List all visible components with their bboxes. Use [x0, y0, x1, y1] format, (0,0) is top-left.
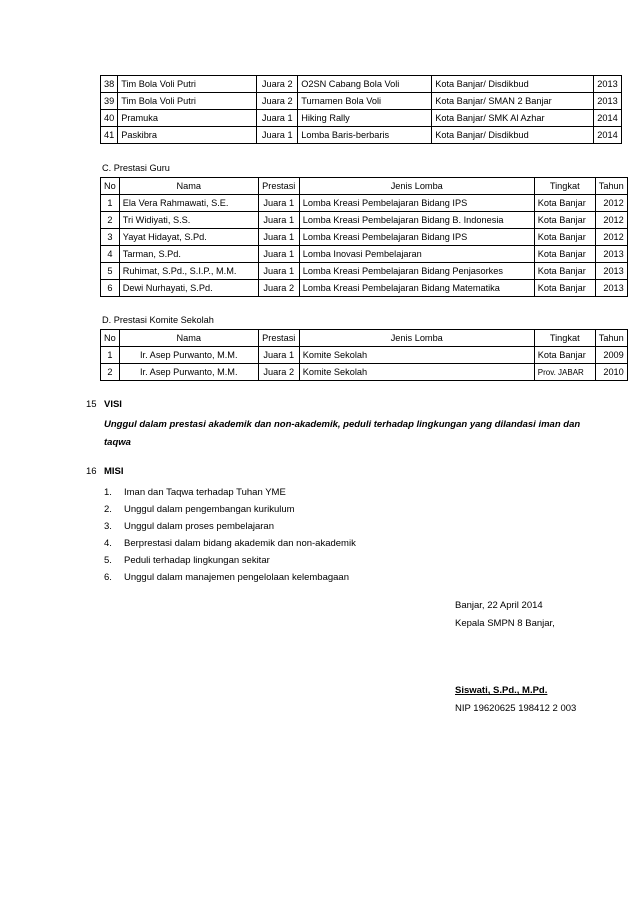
table-row: 4 Tarman, S.Pd. Juara 1 Lomba Inovasi Pembelajaran Kota Banjar 2013 — [101, 246, 628, 263]
table-row: 40 Pramuka Juara 1 Hiking Rally Kota Banjar/ SMK Al Azhar 2014 — [101, 110, 622, 127]
list-item: 1. Iman dan Taqwa terhadap Tuhan YME — [104, 487, 286, 498]
table-prestasi-komite — [100, 329, 628, 381]
misi-list — [104, 484, 356, 586]
misi-title: MISI — [104, 466, 124, 477]
list-item: 6. Unggul dalam manajemen pengelolaan kelembagaan — [104, 572, 349, 583]
list-item: 4. Berprestasi dalam bidang akademik dan non-akademik — [104, 538, 356, 549]
signature-nip: NIP 19620625 198412 2 003 — [455, 703, 577, 714]
signature-position: Kepala SMPN 8 Banjar, — [455, 618, 555, 629]
visi-text: Unggul dalam prestasi akademik dan non-akademik, peduli terhadap lingkungan yang dilandasi iman dan taqwa — [104, 419, 581, 448]
list-item: 3. Unggul dalam proses pembelajaran — [104, 521, 274, 532]
table-row: 1 Ela Vera Rahmawati, S.E. Juara 1 Lomba Kreasi Pembelajaran Bidang IPS Kota Banjar 2012 — [101, 195, 628, 212]
table-row: 2 Ir. Asep Purwanto, M.M. Juara 2 Komite Sekolah Prov. JABAR 2010 — [101, 364, 628, 381]
table-row: 3 Yayat Hidayat, S.Pd. Juara 1 Lomba Kreasi Pembelajaran Bidang IPS Kota Banjar 2012 — [101, 229, 628, 246]
misi-number: 16 — [86, 466, 97, 477]
table-prestasi-guru — [100, 177, 628, 297]
table-header-row: No Nama Prestasi Jenis Lomba Tingkat Tahun — [101, 330, 628, 347]
table-row: 38 Tim Bola Voli Putri Juara 2 O2SN Cabang Bola Voli Kota Banjar/ Disdikbud 2013 — [101, 76, 622, 93]
section-d-caption: D. Prestasi Komite Sekolah — [102, 315, 214, 325]
table-row: 2 Tri Widiyati, S.S. Juara 1 Lomba Kreasi Pembelajaran Bidang B. Indonesia Kota Banjar 2012 — [101, 212, 628, 229]
table-row: 5 Ruhimat, S.Pd., S.I.P., M.M. Juara 1 Lomba Kreasi Pembelajaran Bidang Penjasorkes Kota Banjar 2013 — [101, 263, 628, 280]
section-c-caption: C. Prestasi Guru — [102, 163, 170, 173]
table-row: 39 Tim Bola Voli Putri Juara 2 Turnamen Bola Voli Kota Banjar/ SMAN 2 Banjar 2013 — [101, 93, 622, 110]
signature-name: Siswati, S.Pd., M.Pd. — [455, 685, 548, 696]
table-row: 1 Ir. Asep Purwanto, M.M. Juara 1 Komite Sekolah Kota Banjar 2009 — [101, 347, 628, 364]
table-row: 6 Dewi Nurhayati, S.Pd. Juara 2 Lomba Kreasi Pembelajaran Bidang Matematika Kota Banjar 2013 — [101, 280, 628, 297]
table-prestasi-siswa — [100, 75, 622, 144]
table-header-row: No Nama Prestasi Jenis Lomba Tingkat Tahun — [101, 178, 628, 195]
visi-number: 15 — [86, 399, 97, 410]
table-row: 41 Paskibra Juara 1 Lomba Baris-berbaris Kota Banjar/ Disdikbud 2014 — [101, 127, 622, 144]
list-item: 5. Peduli terhadap lingkungan sekitar — [104, 555, 270, 566]
list-item: 2. Unggul dalam pengembangan kurikulum — [104, 504, 295, 515]
visi-title: VISI — [104, 399, 122, 410]
signature-place-date: Banjar, 22 April 2014 — [455, 600, 543, 611]
